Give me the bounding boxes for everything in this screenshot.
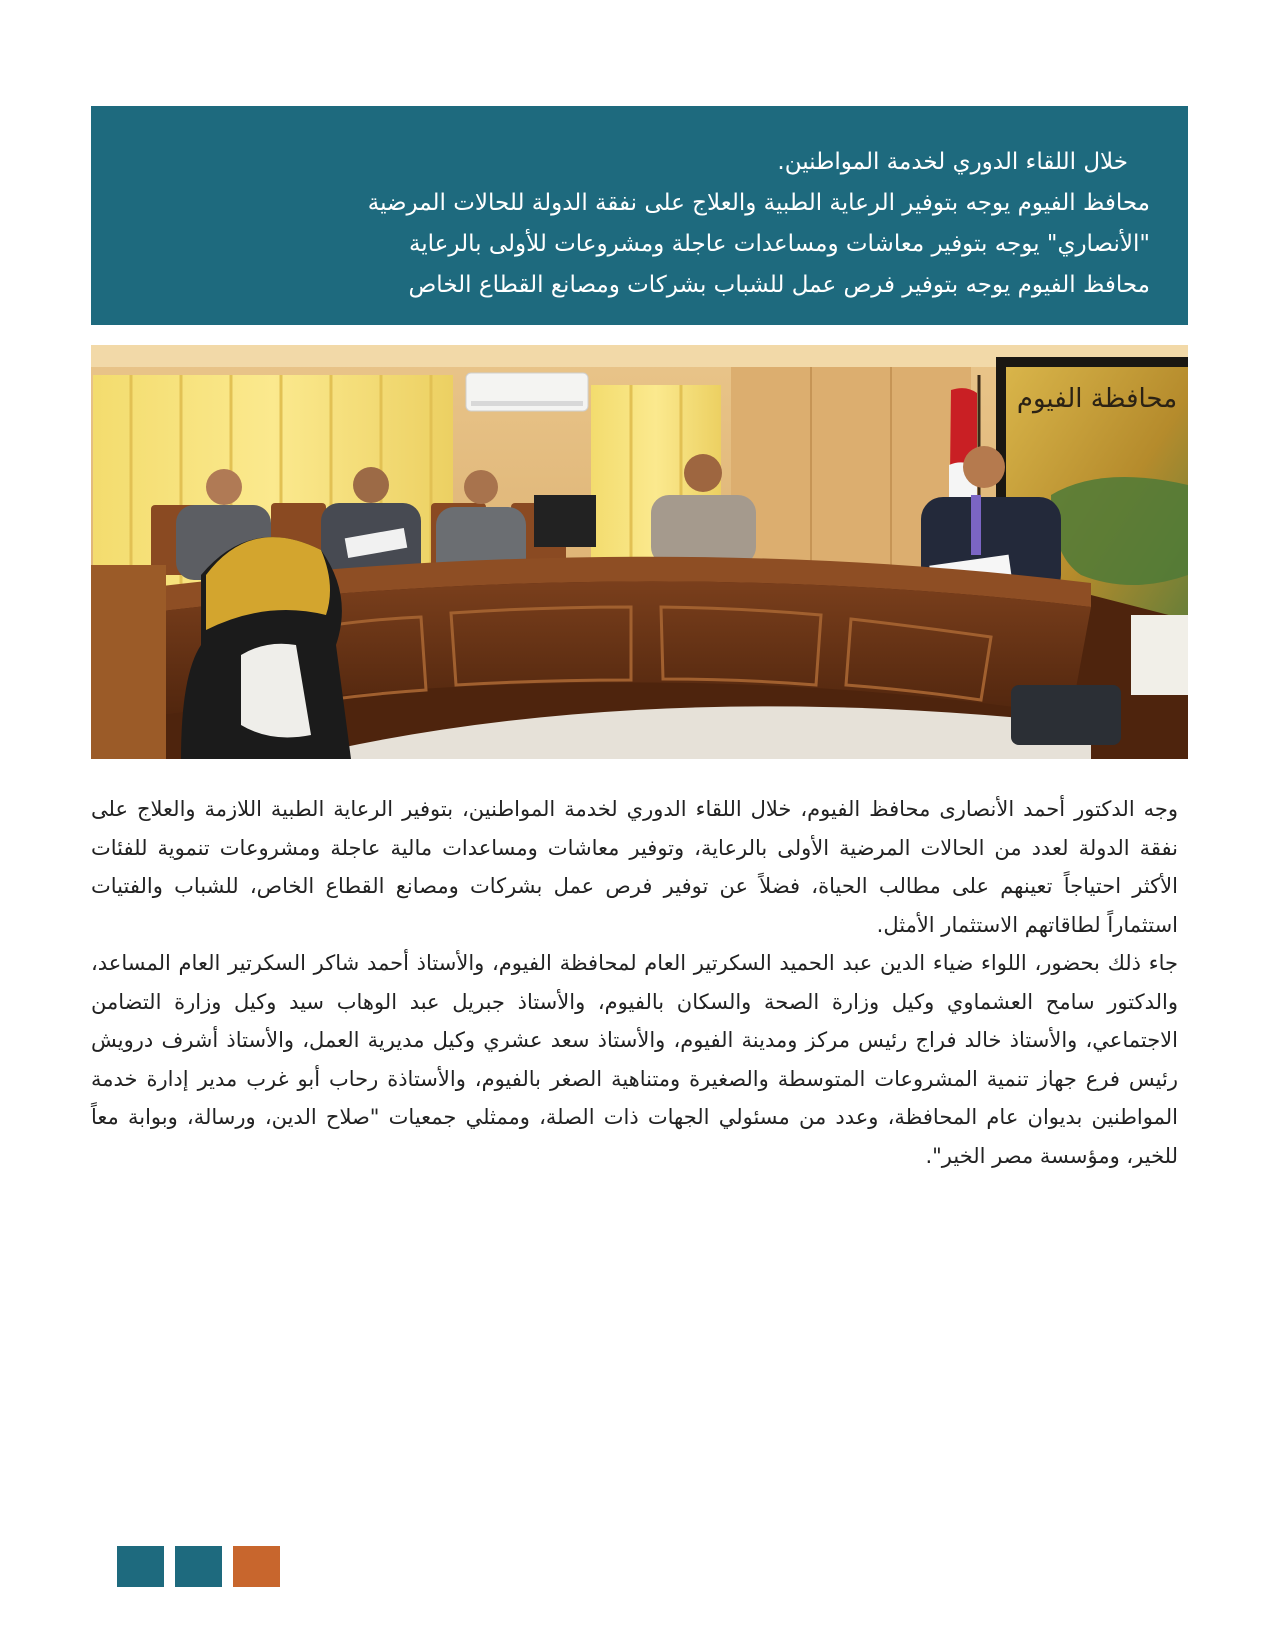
article-body (91, 790, 1178, 1175)
footer-square-3 (233, 1546, 280, 1587)
article-paragraph-2: جاء ذلك بحضور، اللواء ضياء الدين عبد الحميد السكرتير العام لمحافظة الفيوم، والأستاذ أحمد شاكر السكرتير العام المساعد، والدكتور سامح العشماوي وكيل وزارة الصحة والسكان بالفيوم، والأستاذ جبريل عبد الوهاب سيد وكيل وزارة التضامن الاجتماعي، والأستاذ خالد فراج رئيس مركز ومدينة الفيوم، والأستاذ سعد عشري وكيل مديرية العمل، والأستاذ أشرف درويش رئيس فرع جهاز تنمية المشروعات المتوسطة والصغيرة ومتناهية الصغر بالفيوم، والأستاذة رحاب أبو غرب مدير إدارة خدمة المواطنين بديوان عام المحافظة، وعدد من مسئولي الجهات ذات الصلة، وممثلي جمعيات "صلاح الدين، ورسالة، وبوابة معاً للخير، ومؤسسة مصر الخير". (91, 951, 1178, 1168)
article-paragraph-1: وجه الدكتور أحمد الأنصارى محافظ الفيوم، خلال اللقاء الدوري لخدمة المواطنين، بتوفير الرعاية الطبية اللازمة والعلاج على نفقة الدولة لعدد من الحالات المرضية الأولى بالرعاية، وتوفير معاشات ومساعدات مالية عاجلة ومشروعات تنموية للفئات الأكثر احتياجاً تعينهم على مطالب الحياة، فضلاً عن توفير فرص عمل بشركات ومصانع القطاع الخاص، للشباب والفتيات استثماراً لطاقاتهم الاستثمار الأمثل. (91, 797, 1178, 937)
headline-box (91, 106, 1188, 325)
meeting-photo (91, 345, 1188, 759)
woman-foreground (91, 537, 351, 759)
meeting-photo-illustration (91, 345, 1188, 759)
sign-text: محافظة الفيوم (1016, 384, 1178, 414)
footer-square-1 (117, 1546, 164, 1587)
headline-line-1: خلال اللقاء الدوري لخدمة المواطنين. (777, 149, 1128, 175)
footer-square-2 (175, 1546, 222, 1587)
headline-line-4: محافظ الفيوم يوجه بتوفير فرص عمل للشباب بشركات ومصانع القطاع الخاص (408, 272, 1150, 298)
headline-line-3: "الأنصاري" يوجه بتوفير معاشات ومساعدات عاجلة ومشروعات للأولى بالرعاية (408, 231, 1150, 257)
headline-line-2: محافظ الفيوم يوجه بتوفير الرعاية الطبية والعلاج على نفقة الدولة للحالات المرضية (367, 190, 1150, 216)
